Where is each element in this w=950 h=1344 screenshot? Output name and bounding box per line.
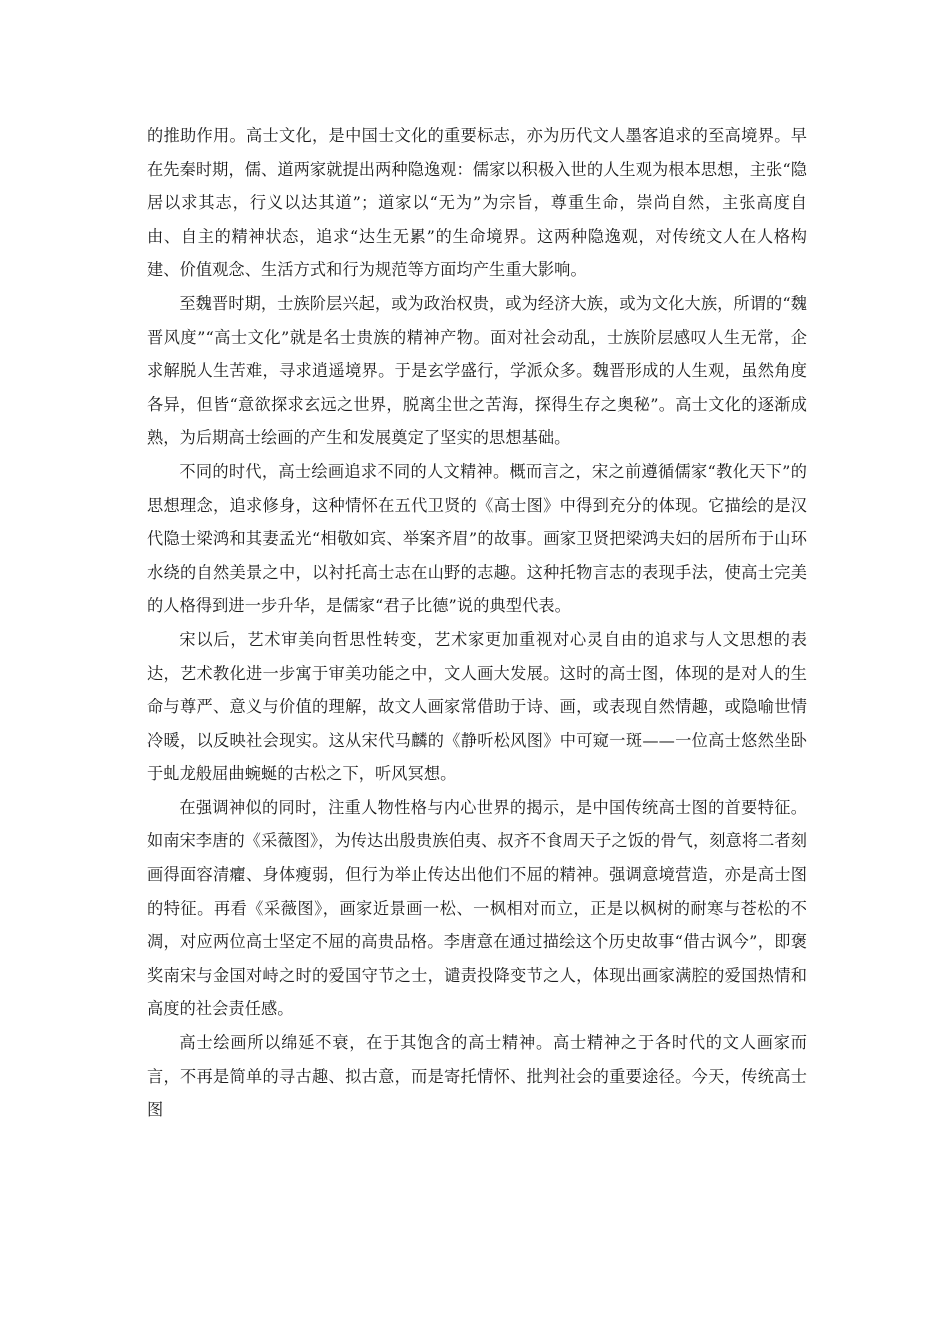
paragraph-2: 至魏晋时期，士族阶层兴起，或为政治权贵，或为经济大族，或为文化大族，所谓的“魏晋风度”“高士文化”就是名士贵族的精神产物。面对社会动乱，士族阶层感叹人生无常，企求解脱人生苦难，寻求逍遥境界。于是玄学盛行，学派众多。魏晋形成的人生观，虽然角度各异，但皆“意欲探求玄远之世界，脱离尘世之苦海，探得生存之奥秘”。高士文化的逐渐成熟，为后期高士绘画的产生和发展奠定了坚实的思想基础。 (147, 293, 807, 448)
paragraph-4: 宋以后，艺术审美向哲思性转变，艺术家更加重视对心灵自由的追求与人文思想的表达，艺术教化进一步寓于审美功能之中，文人画大发展。这时的高士图，体现的是对人的生命与尊严、意义与价值的理解，故文人画家常借助于诗、画，或表现自然情趣，或隐喻世情冷暖，以反映社会现实。这从宋代马麟的《静听松风图》中可窥一斑——一位高士悠然坐卧于虬龙般屈曲蜿蜒的古松之下，听风冥想。 (147, 629, 807, 784)
article-body (147, 119, 807, 1127)
paragraph-6: 高士绘画所以绵延不衰，在于其饱含的高士精神。高士精神之于各时代的文人画家而言，不再是简单的寻古趣、拟古意，而是寄托情怀、批判社会的重要途径。今天，传统高士图 (147, 1033, 807, 1120)
paragraph-3: 不同的时代，高士绘画追求不同的人文精神。概而言之，宋之前遵循儒家“教化天下”的思想理念，追求修身，这种情怀在五代卫贤的《高士图》中得到充分的体现。它描绘的是汉代隐士梁鸿和其妻孟光“相敬如宾、举案齐眉”的故事。画家卫贤把梁鸿夫妇的居所布于山环水绕的自然美景之中，以衬托高士志在山野的志趣。这种托物言志的表现手法，使高士完美的人格得到进一步升华，是儒家“君子比德”说的典型代表。 (147, 461, 807, 616)
paragraph-1: 的推助作用。高士文化，是中国士文化的重要标志，亦为历代文人墨客追求的至高境界。早在先秦时期，儒、道两家就提出两种隐逸观：儒家以积极入世的人生观为根本思想，主张“隐居以求其志，行义以达其道”；道家以“无为”为宗旨，尊重生命，崇尚自然，主张高度自由、自主的精神状态，追求“达生无累”的生命境界。这两种隐逸观，对传统文人在人格构建、价值观念、生活方式和行为规范等方面均产生重大影响。 (147, 126, 807, 280)
paragraph-5: 在强调神似的同时，注重人物性格与内心世界的揭示，是中国传统高士图的首要特征。如南宋李唐的《采薇图》，为传达出殷贵族伯夷、叔齐不食周天子之饭的骨气，刻意将二者刻画得面容清癯、身体瘦弱，但行为举止传达出他们不屈的精神。强调意境营造，亦是高士图的特征。再看《采薇图》，画家近景画一松、一枫相对而立，正是以枫树的耐寒与苍松的不凋，对应两位高士坚定不屈的高贵品格。李唐意在通过描绘这个历史故事“借古讽今”，即褒奖南宋与金国对峙之时的爱国守节之士，谴责投降变节之人，体现出画家满腔的爱国热情和高度的社会责任感。 (147, 797, 807, 1019)
